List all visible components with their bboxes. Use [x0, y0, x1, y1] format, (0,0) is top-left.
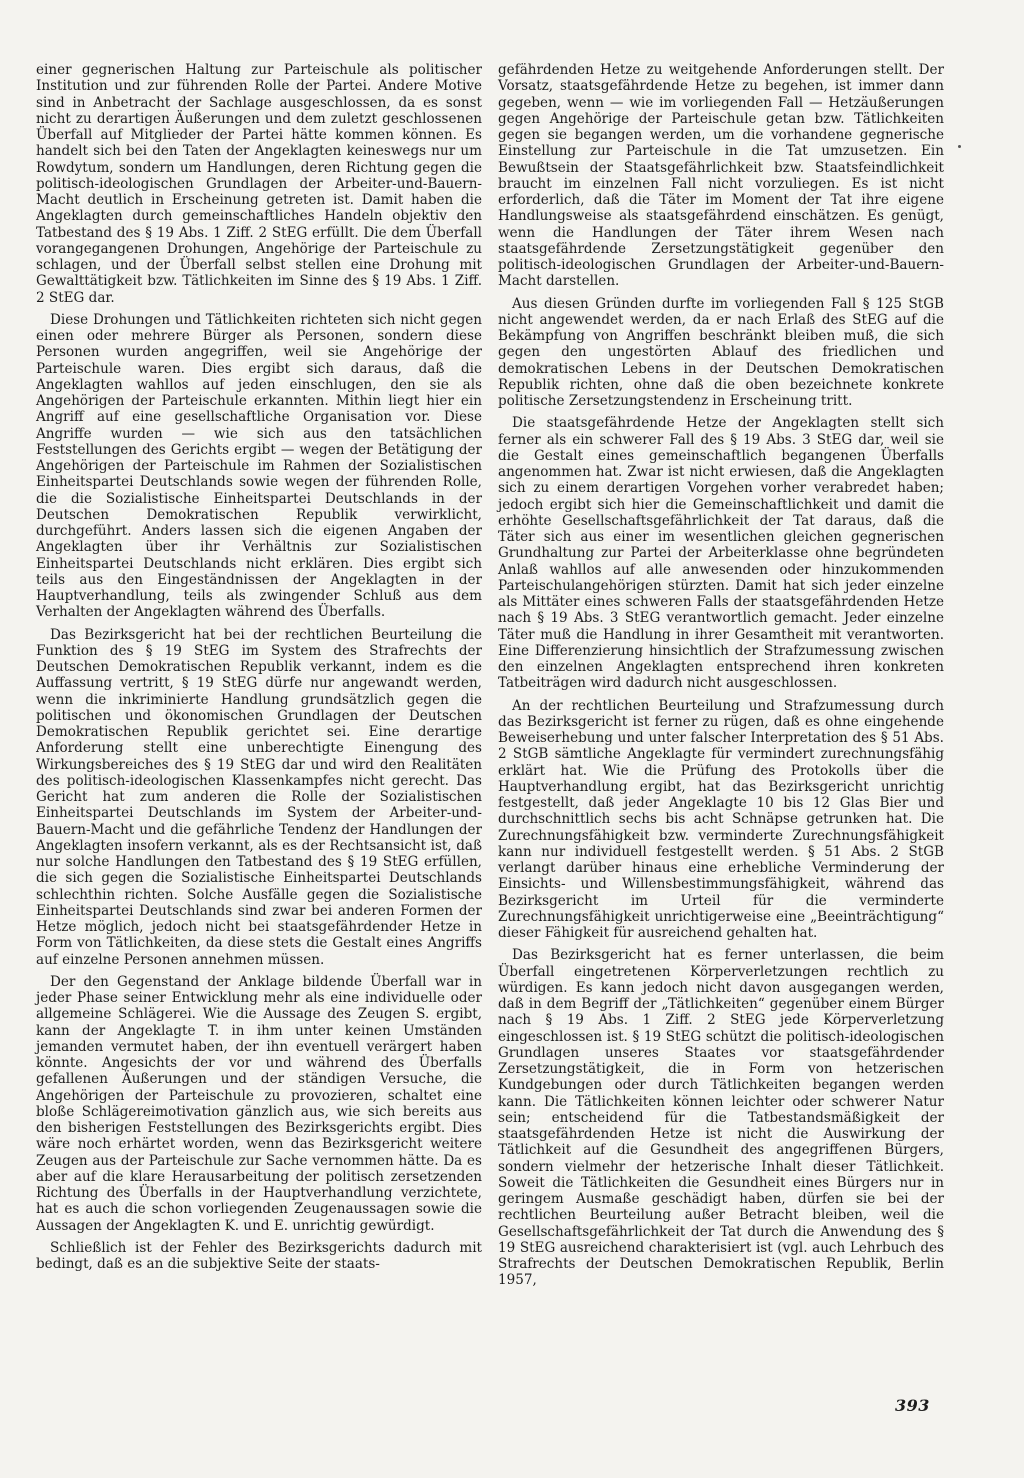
paragraph: einer gegnerischen Haltung zur Parteischule als politischer Institution und zur führenden Rolle der Partei. Andere Motive sind in Anbetracht der Sachlage ausgeschlossen, da es sonst nicht zu derartigen Äußerungen und dem zuletzt geschlossenen Überfall auf Mitglieder der Partei hätte kommen können. Es handelt sich bei den Taten der Angeklagten keineswegs nur um Rowdytum, sondern um Handlungen, deren Richtung gegen die politisch-ideologischen Grundlagen der Arbeiter-und-Bauern-Macht deutlich in Erscheinung getreten ist. Damit haben die Angeklagten durch gemeinschaftliches Handeln objektiv den Tatbestand des § 19 Abs. 1 Ziff. 2 StEG erfüllt. Die dem Überfall vorangegangenen Drohungen, Angehörige der Parteischule zu schlagen, und der Überfall selbst stellen eine Drohung mit Gewalttätigkeit bzw. Tätlichkeiten im Sinne des § 19 Abs. 1 Ziff. 2 StEG dar.	[36, 62, 482, 306]
paragraph: gefährdenden Hetze zu weitgehende Anforderungen stellt. Der Vorsatz, staatsgefährdende Hetze zu begehen, ist immer dann gegeben, wenn — wie im vorliegenden Fall — Hetzäußerungen gegen Angehörige der Parteischule getan bzw. Tätlichkeiten gegen sie begangen werden, um die vorhandene gegnerische Einstellung zur Parteischule in die Tat umzusetzen. Ein Bewußtsein der Staatsgefährlichkeit bzw. Staatsfeindlichkeit braucht im einzelnen Fall nicht vorzuliegen. Es ist nicht erforderlich, daß die Täter im Moment der Tat ihre eigene Handlungsweise als staatsgefährdend einschätzen. Es genügt, wenn die Handlungen der Täter ihrem Wesen nach staatsgefährdende Zersetzungstätigkeit gegenüber den politisch-ideologischen Grundlagen der Arbeiter-und-Bauern-Macht darstellen.	[498, 62, 944, 290]
paragraph: Das Bezirksgericht hat es ferner unterlassen, die beim Überfall eingetretenen Körperverletzungen rechtlich zu würdigen. Es kann jedoch nicht davon ausgegangen werden, daß in dem Begriff der „Tätlichkeiten“ gegenüber einem Bürger nach § 19 Abs. 1 Ziff. 2 StEG jede Körperverletzung eingeschlossen ist. § 19 StEG schützt die politisch-ideologischen Grundlagen unseres Staates vor staatsgefährdender Zersetzungstätigkeit, die in Form von hetzerischen Kundgebungen oder durch Tätlichkeiten begangen werden kann. Die Tätlichkeiten können leichter oder schwerer Natur sein; entscheidend für die Tatbestandsmäßigkeit der staatsgefährdenden Hetze ist nicht die Auswirkung der Tätlichkeit auf die Gesundheit des angegriffenen Bürgers, sondern vielmehr der hetzerische Inhalt dieser Tätlichkeit. Soweit die Tätlichkeiten die Gesundheit eines Bürgers nur in geringem Ausmaße geschädigt haben, dürfen sie bei der rechtlichen Beurteilung außer Betracht bleiben, weil die Gesellschaftsgefährlichkeit der Tat durch die Anwendung des § 19 StEG ausreichend charakterisiert ist (vgl. auch Lehrbuch des Strafrechts der Deutschen Demokratischen Republik, Berlin 1957,	[498, 947, 944, 1289]
paragraph: Aus diesen Gründen durfte im vorliegenden Fall § 125 StGB nicht angewendet werden, da er nach Erlaß des StEG auf die Bekämpfung von Angriffen beschränkt bleiben muß, die sich gegen den ungestörten Ablauf des friedlichen und demokratischen Lebens in der Deutschen Demokratischen Republik richten, ohne daß die oben bezeichnete konkrete politische Zersetzungstendenz in Erscheinung tritt.	[498, 295, 944, 409]
right-column	[498, 62, 944, 1295]
paragraph: Das Bezirksgericht hat bei der rechtlichen Beurteilung die Funktion des § 19 StEG im System des Strafrechts der Deutschen Demokratischen Republik verkannt, indem es die Auffassung vertritt, § 19 StEG dürfe nur angewandt werden, wenn die inkriminierte Handlung grundsätzlich gegen die politischen und ökonomischen Grundlagen der Deutschen Demokratischen Republik gerichtet sei. Eine derartige Anforderung stellt eine unberechtigte Einengung des Wirkungsbereiches des § 19 StEG dar und wird den Realitäten des politisch-ideologischen Klassenkampfes nicht gerecht. Das Gericht hat zum anderen die Rolle der Sozialistischen Einheitspartei Deutschlands im System der Arbeiter-und-Bauern-Macht und die gefährliche Tendenz der Handlungen der Angeklagten insofern verkannt, als es der Rechtsansicht ist, daß nur solche Handlungen den Tatbestand des § 19 StEG erfüllen, die sich gegen die Sozialistische Einheitspartei Deutschlands schlechthin richten. Solche Ausfälle gegen die Sozialistische Einheitspartei Deutschlands sind zwar bei anderen Formen der Hetze möglich, jedoch nicht bei staatsgefährdender Hetze in Form von Tätlichkeiten, da diese stets die Gestalt eines Angriffs auf einzelne Personen annehmen müssen.	[36, 626, 482, 968]
left-column	[36, 62, 482, 1278]
paragraph: An der rechtlichen Beurteilung und Strafzumessung durch das Bezirksgericht ist ferner zu rügen, daß es ohne eingehende Beweiserhebung und unter falscher Interpretation des § 51 Abs. 2 StGB sämtliche Angeklagte für vermindert zurechnungsfähig erklärt hat. Wie die Prüfung des Protokolls über die Hauptverhandlung ergibt, hat das Bezirksgericht unrichtig festgestellt, daß jeder Angeklagte 10 bis 12 Glas Bier und durchschnittlich sechs bis acht Schnäpse getrunken hat. Die Zurechnungsfähigkeit bzw. verminderte Zurechnungsfähigkeit kann nur individuell festgestellt werden. § 51 Abs. 2 StGB verlangt darüber hinaus eine erhebliche Verminderung der Einsichts- und Willensbestimmungsfähigkeit, während das Bezirksgericht im Urteil für die verminderte Zurechnungsfähigkeit unrichtigerweise eine „Beeinträchtigung“ dieser Fähigkeit für ausreichend gehalten hat.	[498, 697, 944, 941]
page-number: 393	[895, 1396, 930, 1415]
paragraph: Diese Drohungen und Tätlichkeiten richteten sich nicht gegen einen oder mehrere Bürger als Personen, sondern diese Personen wurden angegriffen, weil sie Angehörige der Parteischule waren. Dies ergibt sich daraus, daß die Angeklagten wahllos auf jeden einschlugen, den sie als Angehörigen der Parteischule erkannten. Mithin liegt hier ein Angriff auf eine gesellschaftliche Organisation vor. Diese Angriffe wurden — wie sich aus den tatsächlichen Feststellungen des Gerichts ergibt — wegen der Betätigung der Angehörigen der Parteischule im Rahmen der Sozialistischen Einheitspartei Deutschlands sowie wegen der führenden Rolle, die die Sozialistische Einheitspartei Deutschlands in der Deutschen Demokratischen Republik verwirklicht, durchgeführt. Anders lassen sich die eigenen Angaben der Angeklagten über ihr Verhältnis zur Sozialistischen Einheitspartei Deutschlands nicht erklären. Dies ergibt sich teils aus den Eingeständnissen der Angeklagten in der Hauptverhandlung, teils als zwingender Schluß aus dem Verhalten der Angeklagten während des Überfalls.	[36, 311, 482, 621]
scan-speck	[958, 145, 961, 148]
paragraph: Die staatsgefährdende Hetze der Angeklagten stellt sich ferner als ein schwerer Fall des § 19 Abs. 3 StEG dar, weil sie die Gestalt eines gemeinschaftlich begangenen Überfalls angenommen hat. Zwar ist nicht erwiesen, daß die Angeklagten sich zu einem derartigen Vorgehen vorher verabredet haben; jedoch ergibt sich hier die Gemeinschaftlichkeit und damit die erhöhte Gesellschaftsgefährlichkeit der Tat daraus, daß die Täter sich aus einer im wesentlichen gleichen gegnerischen Grundhaltung zur Partei der Arbeiterklasse ohne begründeten Anlaß wahllos auf alle anwesenden oder hinzukommenden Parteischulangehörigen stürzten. Damit hat sich jeder einzelne als Mittäter eines schweren Falls der staatsgefährdenden Hetze nach § 19 Abs. 3 StEG verantwortlich gemacht. Jeder einzelne Täter muß die Handlung in ihrer Gesamtheit mit verantworten. Eine Differenzierung hinsichtlich der Strafzumessung zwischen den einzelnen Angeklagten entsprechend ihren konkreten Tatbeiträgen wird dadurch nicht ausgeschlossen.	[498, 415, 944, 692]
paragraph: Schließlich ist der Fehler des Bezirksgerichts dadurch mit bedingt, daß es an die subjektive Seite der staats-	[36, 1239, 482, 1272]
paragraph: Der den Gegenstand der Anklage bildende Überfall war in jeder Phase seiner Entwicklung mehr als eine individuelle oder allgemeine Schlägerei. Wie die Aussage des Zeugen S. ergibt, kann der Angeklagte T. in ihm unter keinen Umständen jemanden vermutet haben, der ihn eventuell verärgert haben könnte. Angesichts der vor und während des Überfalls gefallenen Äußerungen und der ständigen Versuche, die Angehörigen der Parteischule zu provozieren, schaltet eine bloße Schlägereimotivation gänzlich aus, wie sich bereits aus den bisherigen Feststellungen des Bezirksgerichts ergibt. Dies wäre noch erhärtet worden, wenn das Bezirksgericht weitere Zeugen aus der Parteischule zur Sache vernommen hätte. Da es aber auf die klare Herausarbeitung der politisch zersetzenden Richtung des Überfalls in der Hauptverhandlung verzichtete, hat es auch die schon vorliegenden Zeugenaussagen sowie die Aussagen der Angeklagten K. und E. unrichtig gewürdigt.	[36, 973, 482, 1234]
